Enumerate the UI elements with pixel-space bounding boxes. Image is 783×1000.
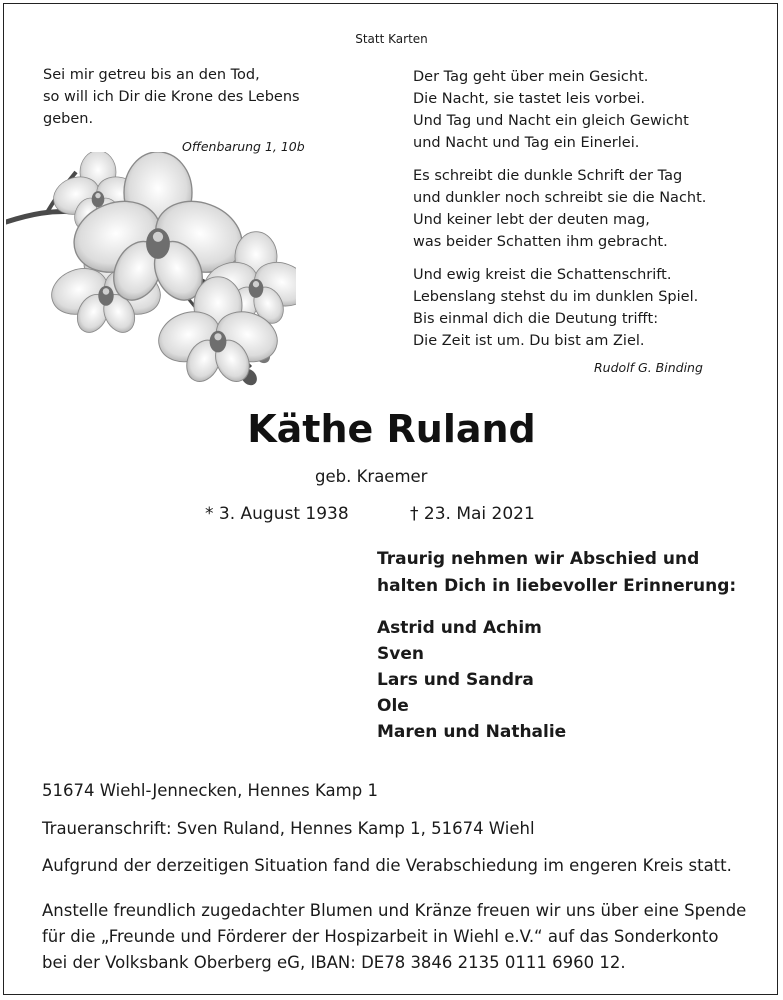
quote-line: so will ich Dir die Krone des Lebens <box>43 89 300 105</box>
mourning-line: halten Dich in liebevoller Erinnerung: <box>377 576 737 596</box>
family-member: Astrid und Achim <box>377 618 542 638</box>
poem-line: Und keiner lebt der deuten mag, <box>413 212 650 228</box>
death-date: † 23. Mai 2021 <box>410 504 535 524</box>
donation-line: Anstelle freundlich zugedachter Blumen und Kränze freuen wir uns über eine Spende <box>42 901 747 920</box>
poem-line: Und ewig kreist die Schattenschrift. <box>413 267 672 283</box>
family-list <box>377 615 566 745</box>
quote-line: geben. <box>43 111 94 127</box>
poem-stanza <box>413 66 706 154</box>
poem-line: Der Tag geht über mein Gesicht. <box>413 69 649 85</box>
birth-name: geb. Kraemer <box>315 467 428 486</box>
poem-line: Bis einmal dich die Deutung trifft: <box>413 311 659 327</box>
situation-note: Aufgrund der derzeitigen Situation fand die Verabschiedung im engeren Kreis statt. <box>42 856 732 875</box>
donation-note <box>42 898 746 976</box>
poem-line: was beider Schatten ihm gebracht. <box>413 234 668 250</box>
poem-line: Es schreibt die dunkle Schrift der Tag <box>413 168 683 184</box>
poem-line: und dunkler noch schreibt sie die Nacht. <box>413 190 707 206</box>
birth-date: * 3. August 1938 <box>205 504 349 524</box>
mourning-address: Traueranschrift: Sven Ruland, Hennes Kamp 1, 51674 Wiehl <box>42 819 535 838</box>
quote-reference: Offenbarung 1, 10b <box>182 139 305 154</box>
poem-stanza <box>413 165 706 253</box>
family-member: Maren und Nathalie <box>377 722 567 742</box>
donation-line: bei der Volksbank Oberberg eG, IBAN: DE78 3846 2135 0111 6960 12. <box>42 953 626 972</box>
header-title: Statt Karten <box>355 32 428 46</box>
family-member: Lars und Sandra <box>377 670 534 690</box>
poem-line: Lebenslang stehst du im dunklen Spiel. <box>413 289 699 305</box>
poem-author: Rudolf G. Binding <box>594 360 703 375</box>
home-address: 51674 Wiehl-Jennecken, Hennes Kamp 1 <box>42 781 378 800</box>
poem-line: Die Zeit ist um. Du bist am Ziel. <box>413 333 645 349</box>
poem-line: Und Tag und Nacht ein gleich Gewicht <box>413 113 689 129</box>
left-quote <box>43 64 300 130</box>
mourning-text <box>377 546 736 600</box>
poem-line: und Nacht und Tag ein Einerlei. <box>413 135 640 151</box>
poem-stanza <box>413 264 706 352</box>
right-poem <box>413 66 706 363</box>
donation-line: für die „Freunde und Förderer der Hospizarbeit in Wiehl e.V.“ auf das Sonderkonto <box>42 927 719 946</box>
poem-line: Die Nacht, sie tastet leis vorbei. <box>413 91 645 107</box>
family-member: Sven <box>377 644 424 664</box>
mourning-line: Traurig nehmen wir Abschied und <box>377 549 700 569</box>
family-member: Ole <box>377 696 409 716</box>
orchid-image <box>6 152 296 391</box>
quote-line: Sei mir getreu bis an den Tod, <box>43 67 260 83</box>
deceased-name: Käthe Ruland <box>247 407 536 451</box>
